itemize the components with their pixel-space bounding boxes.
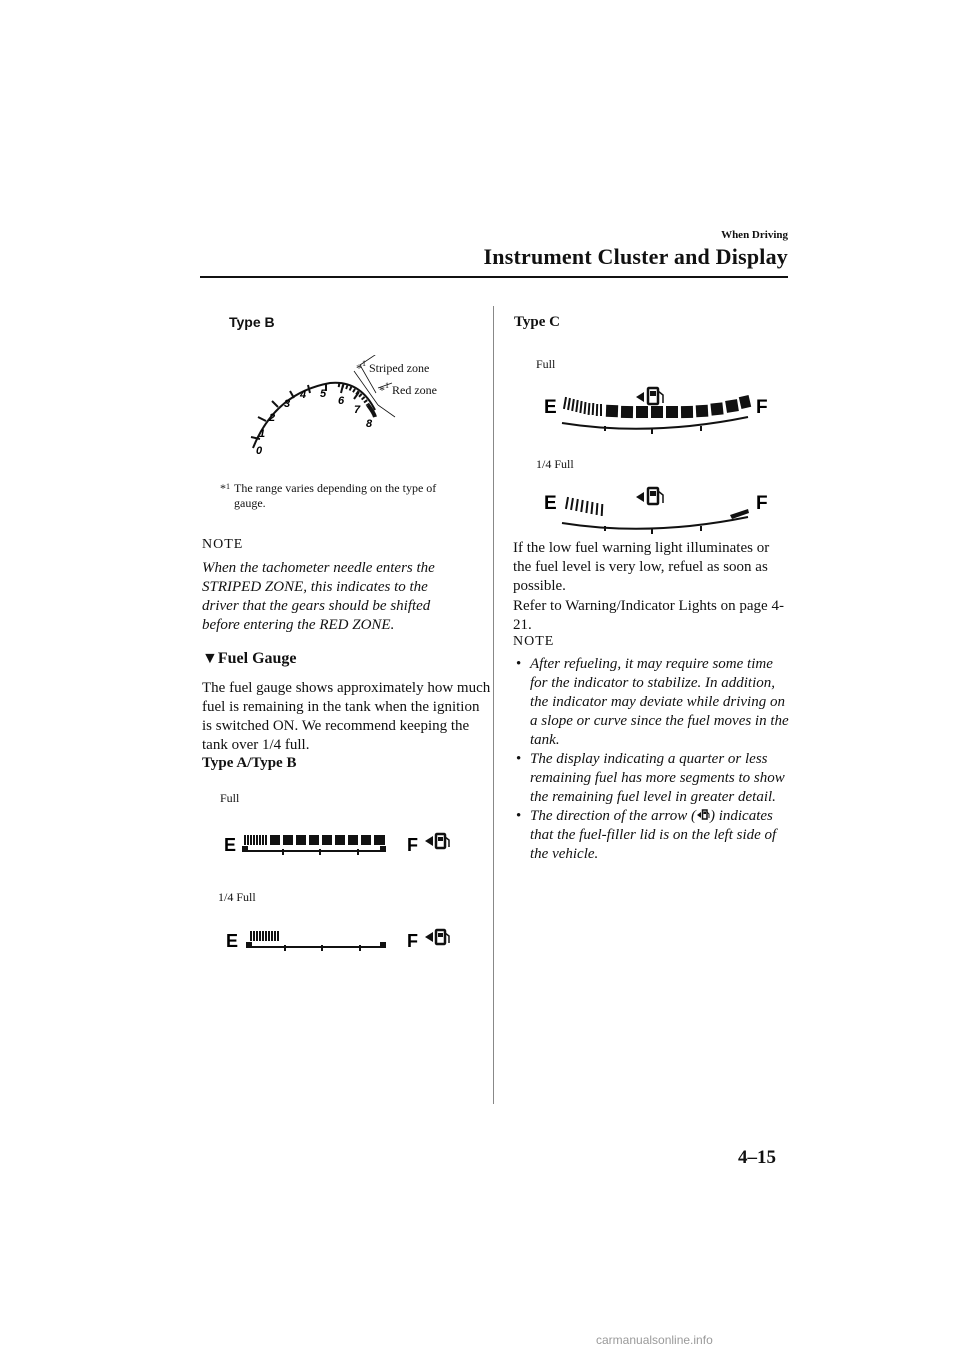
tick-label: 2: [269, 412, 276, 424]
column-divider: [493, 306, 494, 1104]
type-c-full-label: Full: [536, 357, 556, 371]
tick-label: 8: [366, 418, 373, 430]
tachometer-footnote: *$^1$ The range varies depending on the type of gauge.: [220, 481, 437, 510]
tick-label: 0: [256, 445, 263, 457]
fuel-pump-icon: [425, 930, 449, 944]
note-text: When the tachometer needle enters the STRIPED ZONE, this indicates to the driver that the gears should be shifted before entering the RED ZONE.: [202, 560, 435, 633]
tick-label: 6: [338, 395, 345, 407]
note-bullet: • The display indicating a quarter or less remaining fuel has more segments to show the remaining fuel level in greater detail.: [516, 751, 785, 805]
tick-label: 3: [284, 398, 291, 410]
type-ab-quarter-gauge: [222, 926, 462, 956]
gauge-f-label: F: [407, 835, 418, 855]
note-heading: NOTE: [513, 634, 555, 649]
type-c-full-gauge: [540, 385, 780, 440]
type-c-label: Type C: [514, 314, 560, 330]
gauge-e-label: E: [226, 931, 239, 951]
type-ab-full-label: Full: [220, 791, 240, 805]
type-c-quarter-gauge: [540, 485, 780, 540]
fuel-pump-icon: [425, 834, 449, 848]
type-b-label: Type B: [229, 314, 275, 330]
type-ab-full-gauge: [222, 830, 462, 860]
fuel-gauge-heading: ▼Fuel Gauge: [202, 650, 297, 667]
gauge-e-label: E: [224, 835, 237, 855]
low-fuel-warning-text: If the low fuel warning light illuminates or the fuel level is very low, refuel as soon as possible.: [513, 540, 770, 594]
tick-label: 1: [259, 428, 266, 440]
refer-text[interactable]: Refer to Warning/Indicator Lights on page 4-21.: [513, 598, 784, 633]
tick-label: 4: [300, 389, 307, 401]
header-rule: [200, 276, 788, 278]
tick-label: 7: [354, 404, 361, 416]
gauge-f-label: F: [407, 931, 418, 951]
tick-label: 5: [320, 388, 327, 400]
gauge-e-label: E: [544, 397, 557, 418]
striped-zone-label: *$^1$ Striped zone: [356, 359, 430, 375]
page-title: Instrument Cluster and Display: [483, 244, 788, 269]
note-bullet: • After refueling, it may require some time for the indicator to stabilize. In addition, the indicator may deviate while driving on a slope or curve since the fuel moves in the tank.: [516, 656, 789, 748]
gauge-f-label: F: [756, 493, 768, 514]
page-number: 4–15: [738, 1147, 776, 1168]
note-bullet-list: [513, 655, 791, 864]
fuel-pump-icon: [636, 488, 663, 504]
fuel-gauge-intro: The fuel gauge shows approximately how much fuel is remaining in the tank when the ignition is switched ON. We recommend keeping the tank over 1/4 full.: [202, 680, 491, 753]
note-bullet: • The direction of the arrow ( ) indicates that the fuel-filler lid is on the left side of the vehicle.: [516, 808, 777, 862]
gauge-f-label: F: [756, 397, 768, 418]
fuel-pump-icon: [636, 388, 663, 404]
type-c-quarter-label: 1/4 Full: [536, 457, 574, 471]
note-heading: NOTE: [202, 537, 244, 552]
fuel-pump-icon: [696, 809, 710, 821]
gauge-e-label: E: [544, 493, 557, 514]
type-ab-quarter-label: 1/4 Full: [218, 890, 256, 904]
section-label: When Driving: [721, 229, 788, 241]
type-ab-label: Type A/Type B: [202, 755, 297, 771]
red-zone-label: *$^1$ Red zone: [379, 381, 437, 397]
watermark: carmanualsonline.info: [596, 1333, 713, 1347]
